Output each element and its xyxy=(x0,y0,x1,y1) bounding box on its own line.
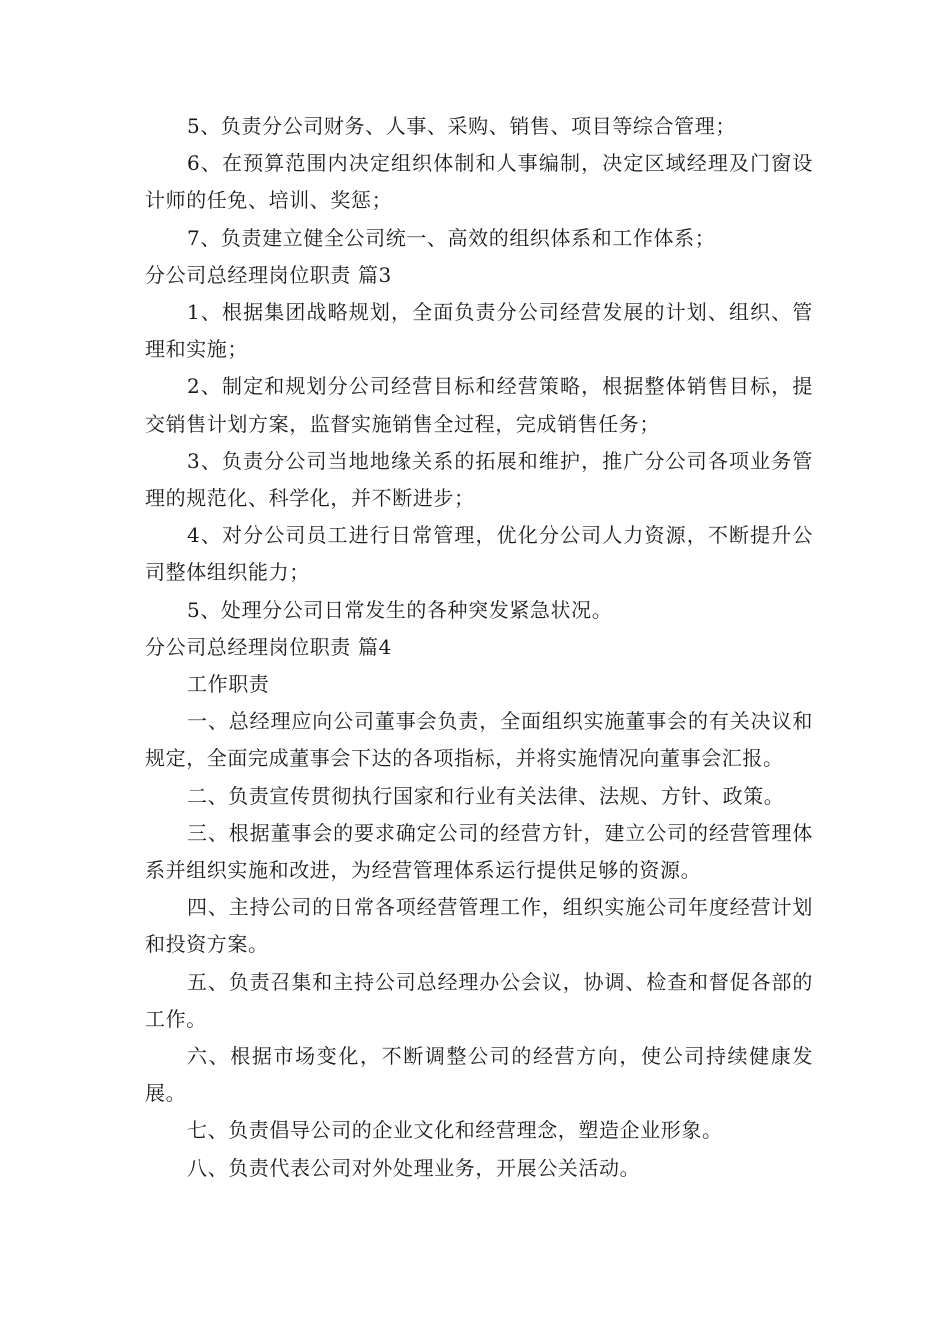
paragraph: 四、主持公司的日常各项经营管理工作，组织实施公司年度经营计划和投资方案。 xyxy=(145,895,813,957)
paragraph: 八、负责代表公司对外处理业务，开展公关活动。 xyxy=(187,1155,641,1180)
section-heading: 分公司总经理岗位职责 篇3 xyxy=(145,262,392,287)
paragraph: 1、根据集团战略规划，全面负责分公司经营发展的计划、组织、管理和实施； xyxy=(145,300,813,362)
paragraph: 4、对分公司员工进行日常管理，优化分公司人力资源，不断提升公司整体组织能力； xyxy=(145,523,813,585)
paragraph: 七、负责倡导公司的企业文化和经营理念，塑造企业形象。 xyxy=(187,1118,723,1143)
paragraph: 二、负责宣传贯彻执行国家和行业有关法律、法规、方针、政策。 xyxy=(187,783,785,808)
subheading: 工作职责 xyxy=(187,672,270,697)
document-body xyxy=(145,108,813,1187)
paragraph: 6、在预算范围内决定组织体制和人事编制，决定区域经理及门窗设计师的任免、培训、奖惩； xyxy=(145,151,813,213)
paragraph: 5、负责分公司财务、人事、采购、销售、项目等综合管理； xyxy=(187,114,736,138)
paragraph: 3、负责分公司当地地缘关系的拓展和维护，推广分公司各项业务管理的规范化、科学化，并不断进步； xyxy=(145,448,813,511)
paragraph: 五、负责召集和主持公司总经理办公会议，协调、检查和督促各部的工作。 xyxy=(145,969,813,1031)
paragraph: 7、负责建立健全公司统一、高效的组织体系和工作体系； xyxy=(187,225,716,250)
paragraph: 三、根据董事会的要求确定公司的经营方针，建立公司的经营管理体系并组织实施和改进，为经营管理体系运行提供足够的资源。 xyxy=(145,820,813,883)
paragraph: 2、制定和规划分公司经营目标和经营策略，根据整体销售目标，提交销售计划方案，监督实施销售全过程，完成销售任务； xyxy=(145,374,813,436)
paragraph: 六、根据市场变化，不断调整公司的经营方向，使公司持续健康发展。 xyxy=(145,1044,813,1106)
paragraph: 5、处理分公司日常发生的各种突发紧急状况。 xyxy=(187,597,613,622)
section-heading: 分公司总经理岗位职责 篇4 xyxy=(145,634,392,659)
paragraph: 一、总经理应向公司董事会负责，全面组织实施董事会的有关决议和规定，全面完成董事会下达的各项指标，并将实施情况向董事会汇报。 xyxy=(145,709,813,771)
